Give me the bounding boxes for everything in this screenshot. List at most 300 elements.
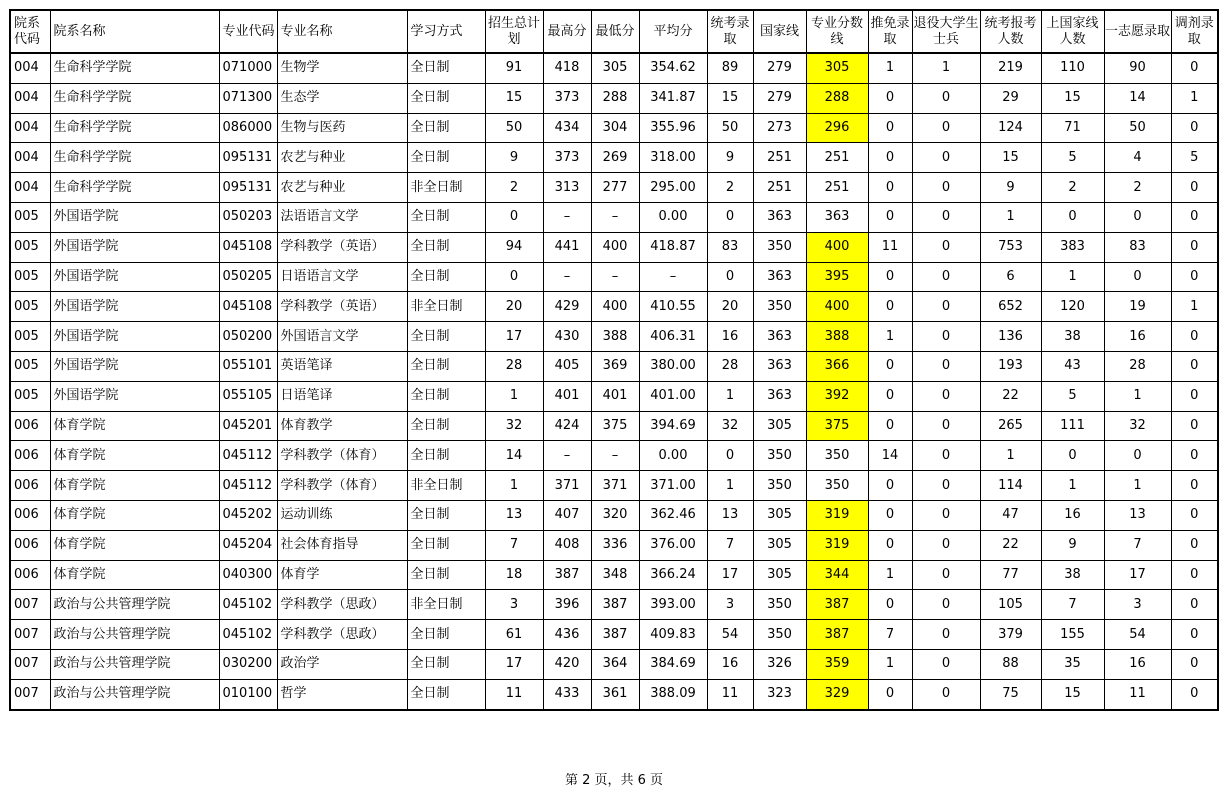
table-cell: 22 (980, 381, 1041, 411)
table-row (10, 679, 1218, 709)
table-cell: 0 (912, 649, 980, 679)
table-cell: – (543, 262, 591, 292)
table-cell: 全日制 (407, 530, 485, 560)
table-cell: 369 (591, 351, 639, 381)
table-cell: 007 (10, 620, 50, 650)
table-cell: 政治与公共管理学院 (50, 590, 219, 620)
table-cell: 0 (912, 113, 980, 143)
table-cell: 251 (806, 143, 868, 173)
table-cell: 373 (543, 83, 591, 113)
table-cell: 89 (707, 53, 753, 83)
table-cell: 434 (543, 113, 591, 143)
table-cell: 363 (753, 202, 806, 232)
table-cell: 28 (707, 351, 753, 381)
table-row (10, 262, 1218, 292)
table-cell: 0 (912, 381, 980, 411)
table-cell: 120 (1041, 292, 1104, 322)
table-cell: 9 (707, 143, 753, 173)
table-cell: 生命科学学院 (50, 113, 219, 143)
table-cell: 学科教学（思政） (277, 620, 407, 650)
table-cell: 359 (806, 649, 868, 679)
table-cell: – (591, 202, 639, 232)
table-cell: 006 (10, 411, 50, 441)
table-cell: 2 (1104, 173, 1171, 203)
table-cell: 251 (753, 143, 806, 173)
table-cell: 0 (868, 292, 912, 322)
table-cell: 384.69 (639, 649, 707, 679)
table-cell: 54 (707, 620, 753, 650)
table-cell: 1 (868, 53, 912, 83)
table-cell: 336 (591, 530, 639, 560)
table-cell: 11 (707, 679, 753, 709)
table-cell: 387 (543, 560, 591, 590)
table-cell: 非全日制 (407, 292, 485, 322)
table-cell: 1 (868, 649, 912, 679)
table-cell: 004 (10, 143, 50, 173)
table-cell: 005 (10, 232, 50, 262)
table-cell: 288 (591, 83, 639, 113)
table-cell: 外国语学院 (50, 262, 219, 292)
table-row (10, 83, 1218, 113)
table-cell: 371 (591, 471, 639, 501)
table-cell: 279 (753, 83, 806, 113)
table-cell: 生命科学学院 (50, 53, 219, 83)
table-cell: 400 (591, 292, 639, 322)
table-cell: 363 (806, 202, 868, 232)
table-row (10, 500, 1218, 530)
table-cell: 13 (707, 500, 753, 530)
table-cell: 50 (1104, 113, 1171, 143)
table-cell: 004 (10, 83, 50, 113)
table-row (10, 590, 1218, 620)
table-cell: 1 (1041, 471, 1104, 501)
table-cell: 005 (10, 202, 50, 232)
table-cell: 15 (707, 83, 753, 113)
table-cell: 055101 (219, 351, 277, 381)
table-cell: 0 (868, 83, 912, 113)
table-cell: 生物与医药 (277, 113, 407, 143)
table-cell: 071300 (219, 83, 277, 113)
table-cell: 361 (591, 679, 639, 709)
table-cell: 17 (485, 322, 543, 352)
table-cell: 265 (980, 411, 1041, 441)
table-cell: 9 (1041, 530, 1104, 560)
table-cell: 15 (980, 143, 1041, 173)
table-cell: 288 (806, 83, 868, 113)
table-cell: 0 (1171, 590, 1218, 620)
table-cell: 007 (10, 649, 50, 679)
table-row (10, 471, 1218, 501)
table-cell: 0 (868, 381, 912, 411)
table-cell: 1 (707, 471, 753, 501)
table-cell: 83 (707, 232, 753, 262)
table-cell: 0 (1171, 500, 1218, 530)
table-cell: 2 (485, 173, 543, 203)
table-cell: 045204 (219, 530, 277, 560)
table-cell: 418 (543, 53, 591, 83)
table-cell: 114 (980, 471, 1041, 501)
table-cell: 0 (912, 411, 980, 441)
table-cell: 006 (10, 560, 50, 590)
table-cell: 350 (753, 441, 806, 471)
table-cell: 406.31 (639, 322, 707, 352)
table-cell: 2 (1041, 173, 1104, 203)
table-cell: 045108 (219, 232, 277, 262)
table-cell: 095131 (219, 173, 277, 203)
table-cell: 304 (591, 113, 639, 143)
table-cell: 0 (912, 471, 980, 501)
table-cell: 0 (1171, 560, 1218, 590)
table-cell: 0 (912, 679, 980, 709)
table-cell: 045102 (219, 620, 277, 650)
table-cell: 0 (912, 590, 980, 620)
table-cell: 全日制 (407, 322, 485, 352)
table-cell: 0 (868, 143, 912, 173)
table-cell: 124 (980, 113, 1041, 143)
table-cell: 32 (707, 411, 753, 441)
table-cell: 16 (1041, 500, 1104, 530)
table-cell: 323 (753, 679, 806, 709)
table-cell: 体育学院 (50, 441, 219, 471)
table-cell: 305 (753, 500, 806, 530)
table-cell: 350 (753, 292, 806, 322)
table-row (10, 143, 1218, 173)
page-footer: 第 2 页，共 6 页 (564, 773, 664, 788)
table-cell: 388 (806, 322, 868, 352)
table-cell: 753 (980, 232, 1041, 262)
table-row (10, 292, 1218, 322)
table-cell: 400 (806, 232, 868, 262)
table-row (10, 351, 1218, 381)
header-row (10, 10, 1218, 53)
table-cell: 193 (980, 351, 1041, 381)
table-cell: 375 (591, 411, 639, 441)
table-cell: 全日制 (407, 411, 485, 441)
table-cell: 0.00 (639, 202, 707, 232)
table-cell: 14 (485, 441, 543, 471)
table-cell: 0 (912, 262, 980, 292)
table-cell: 15 (1041, 83, 1104, 113)
table-cell: 5 (1041, 381, 1104, 411)
table-cell: 生物学 (277, 53, 407, 83)
table-cell: 0 (1104, 441, 1171, 471)
table-cell: 38 (1041, 322, 1104, 352)
table-cell: 政治学 (277, 649, 407, 679)
table-cell: 006 (10, 471, 50, 501)
table-row (10, 53, 1218, 83)
table-cell: 0 (868, 113, 912, 143)
table-cell: 28 (1104, 351, 1171, 381)
table-cell: 0 (912, 620, 980, 650)
table-cell: 296 (806, 113, 868, 143)
table-cell: 006 (10, 530, 50, 560)
table-cell: 学科教学（体育） (277, 441, 407, 471)
table-cell: 0 (912, 560, 980, 590)
table-cell: 全日制 (407, 351, 485, 381)
table-cell: 0 (868, 351, 912, 381)
table-cell: 420 (543, 649, 591, 679)
table-cell: 7 (1041, 590, 1104, 620)
table-cell: 0 (868, 262, 912, 292)
table-cell: 61 (485, 620, 543, 650)
table-cell: 体育学院 (50, 500, 219, 530)
table-row (10, 649, 1218, 679)
table-row (10, 530, 1218, 560)
table-cell: 生命科学学院 (50, 143, 219, 173)
table-cell: 219 (980, 53, 1041, 83)
table-cell: 095131 (219, 143, 277, 173)
table-cell: 111 (1041, 411, 1104, 441)
table-cell: 全日制 (407, 679, 485, 709)
table-cell: 405 (543, 351, 591, 381)
table-cell: 体育学院 (50, 560, 219, 590)
table-cell: 1 (707, 381, 753, 411)
table-cell: 16 (707, 649, 753, 679)
table-row (10, 202, 1218, 232)
table-cell: 429 (543, 292, 591, 322)
table-cell: 外国语学院 (50, 232, 219, 262)
table-cell: 319 (806, 530, 868, 560)
table-cell: 外国语学院 (50, 351, 219, 381)
table-cell: 364 (591, 649, 639, 679)
table-cell: 学科教学（体育） (277, 471, 407, 501)
table-cell: 055105 (219, 381, 277, 411)
table-cell: 387 (591, 620, 639, 650)
table-cell: 005 (10, 381, 50, 411)
table-cell: 54 (1104, 620, 1171, 650)
table-cell: 436 (543, 620, 591, 650)
table-cell: 7 (707, 530, 753, 560)
table-cell: 外国语学院 (50, 202, 219, 232)
table-cell: 136 (980, 322, 1041, 352)
table-cell: 318.00 (639, 143, 707, 173)
table-cell: 392 (806, 381, 868, 411)
table-cell: 20 (707, 292, 753, 322)
table-cell: 387 (806, 620, 868, 650)
table-cell: 学科教学（英语） (277, 292, 407, 322)
table-cell: 11 (868, 232, 912, 262)
table-cell: 14 (868, 441, 912, 471)
table-cell: 1 (980, 202, 1041, 232)
table-cell: 体育学院 (50, 530, 219, 560)
table-cell: 348 (591, 560, 639, 590)
table-cell: 全日制 (407, 232, 485, 262)
header-cell: 退役大学生士兵 (912, 10, 980, 53)
table-cell: 0 (1171, 173, 1218, 203)
table-cell: 409.83 (639, 620, 707, 650)
table-cell: 1 (868, 560, 912, 590)
table-cell: 363 (753, 322, 806, 352)
table-cell: 401 (543, 381, 591, 411)
table-cell: 388.09 (639, 679, 707, 709)
table-cell: 0 (912, 173, 980, 203)
table-row (10, 322, 1218, 352)
table-cell: 0 (868, 590, 912, 620)
table-cell: 88 (980, 649, 1041, 679)
table-cell: 0 (868, 173, 912, 203)
table-cell: 305 (753, 411, 806, 441)
table-cell: 7 (868, 620, 912, 650)
table-cell: 0 (912, 441, 980, 471)
table-cell: 全日制 (407, 620, 485, 650)
table-cell: 350 (806, 471, 868, 501)
table-cell: 326 (753, 649, 806, 679)
header-cell: 专业代码 (219, 10, 277, 53)
table-cell: 71 (1041, 113, 1104, 143)
table-cell: 005 (10, 262, 50, 292)
table-cell: 0 (1171, 471, 1218, 501)
table-cell: 外国语学院 (50, 381, 219, 411)
table-cell: 401.00 (639, 381, 707, 411)
table-cell: 1 (1104, 471, 1171, 501)
table-cell: 15 (1041, 679, 1104, 709)
table-cell: 350 (753, 471, 806, 501)
table-cell: 363 (753, 262, 806, 292)
table-cell: 全日制 (407, 649, 485, 679)
table-cell: 32 (1104, 411, 1171, 441)
table-cell: 28 (485, 351, 543, 381)
table-cell: 395 (806, 262, 868, 292)
table-cell: 277 (591, 173, 639, 203)
table-cell: 17 (1104, 560, 1171, 590)
header-cell: 院系名称 (50, 10, 219, 53)
table-cell: 319 (806, 500, 868, 530)
table-cell: 050200 (219, 322, 277, 352)
table-cell: 3 (707, 590, 753, 620)
table-cell: 11 (485, 679, 543, 709)
table-cell: 010100 (219, 679, 277, 709)
table-cell: 18 (485, 560, 543, 590)
table-cell: 341.87 (639, 83, 707, 113)
table-cell: 47 (980, 500, 1041, 530)
table-cell: 376.00 (639, 530, 707, 560)
table-cell: 251 (806, 173, 868, 203)
header-cell: 一志愿录取 (1104, 10, 1171, 53)
table-cell: 251 (753, 173, 806, 203)
table-cell: 日语语言文学 (277, 262, 407, 292)
table-cell: 050203 (219, 202, 277, 232)
table-cell: 329 (806, 679, 868, 709)
table-cell: 305 (753, 530, 806, 560)
table-cell: 0 (912, 83, 980, 113)
table-cell: 体育学院 (50, 471, 219, 501)
table-cell: 农艺与种业 (277, 143, 407, 173)
table-cell: 5 (1171, 143, 1218, 173)
table-cell: 英语笔译 (277, 351, 407, 381)
table-cell: 1 (485, 381, 543, 411)
header-cell: 最高分 (543, 10, 591, 53)
table-cell: 16 (707, 322, 753, 352)
table-cell: 0 (912, 351, 980, 381)
table-cell: 652 (980, 292, 1041, 322)
table-cell: 日语笔译 (277, 381, 407, 411)
table-row (10, 411, 1218, 441)
table-cell: 005 (10, 292, 50, 322)
table-row (10, 232, 1218, 262)
header-cell: 招生总计划 (485, 10, 543, 53)
table-cell: 371.00 (639, 471, 707, 501)
table-cell: 43 (1041, 351, 1104, 381)
table-cell: 0 (485, 262, 543, 292)
header-cell: 调剂录取 (1171, 10, 1218, 53)
table-cell: – (591, 262, 639, 292)
header-cell: 学习方式 (407, 10, 485, 53)
table-cell: 50 (485, 113, 543, 143)
table-cell: 313 (543, 173, 591, 203)
table-cell: 3 (1104, 590, 1171, 620)
table-cell: 0 (1171, 351, 1218, 381)
table-cell: 0 (1171, 679, 1218, 709)
table-cell: 320 (591, 500, 639, 530)
table-cell: 005 (10, 322, 50, 352)
table-cell: 086000 (219, 113, 277, 143)
table-cell: 全日制 (407, 53, 485, 83)
header-cell: 推免录取 (868, 10, 912, 53)
table-row (10, 113, 1218, 143)
table-cell: 1 (912, 53, 980, 83)
table-cell: 0 (707, 262, 753, 292)
table-cell: 16 (1104, 322, 1171, 352)
table-cell: 0 (1041, 441, 1104, 471)
table-cell: 441 (543, 232, 591, 262)
table-cell: 006 (10, 500, 50, 530)
table-cell: 1 (1171, 83, 1218, 113)
header-cell: 专业名称 (277, 10, 407, 53)
table-cell: 400 (591, 232, 639, 262)
table-cell: 007 (10, 590, 50, 620)
table-cell: 418.87 (639, 232, 707, 262)
header-cell: 专业分数线 (806, 10, 868, 53)
table-cell: 350 (806, 441, 868, 471)
table-cell: 006 (10, 441, 50, 471)
table-cell: 004 (10, 113, 50, 143)
table-cell: 424 (543, 411, 591, 441)
table-cell: 355.96 (639, 113, 707, 143)
table-cell: 0 (1171, 113, 1218, 143)
table-cell: 外国语学院 (50, 292, 219, 322)
table-cell: 388 (591, 322, 639, 352)
table-cell: 0 (1041, 202, 1104, 232)
table-cell: 0 (1171, 232, 1218, 262)
table-cell: 13 (485, 500, 543, 530)
table-cell: 0 (868, 411, 912, 441)
table-cell: 2 (707, 173, 753, 203)
table-cell: 387 (806, 590, 868, 620)
table-cell: 0 (1171, 381, 1218, 411)
table-cell: 外国语言文学 (277, 322, 407, 352)
table-cell: 0 (912, 500, 980, 530)
table-cell: 0.00 (639, 441, 707, 471)
table-cell: 生命科学学院 (50, 83, 219, 113)
table-cell: – (543, 441, 591, 471)
table-cell: 305 (753, 560, 806, 590)
table-cell: 375 (806, 411, 868, 441)
table-cell: 5 (1041, 143, 1104, 173)
table-cell: 0 (868, 530, 912, 560)
table-cell: 430 (543, 322, 591, 352)
table-cell: 法语语言文学 (277, 202, 407, 232)
table-cell: 0 (1171, 262, 1218, 292)
table-cell: 0 (707, 202, 753, 232)
table-cell: 0 (1171, 649, 1218, 679)
table-cell: 0 (868, 500, 912, 530)
table-cell: 0 (485, 202, 543, 232)
table-cell: 295.00 (639, 173, 707, 203)
table-cell: 16 (1104, 649, 1171, 679)
table-cell: 362.46 (639, 500, 707, 530)
table-cell: 0 (707, 441, 753, 471)
table-cell: 401 (591, 381, 639, 411)
